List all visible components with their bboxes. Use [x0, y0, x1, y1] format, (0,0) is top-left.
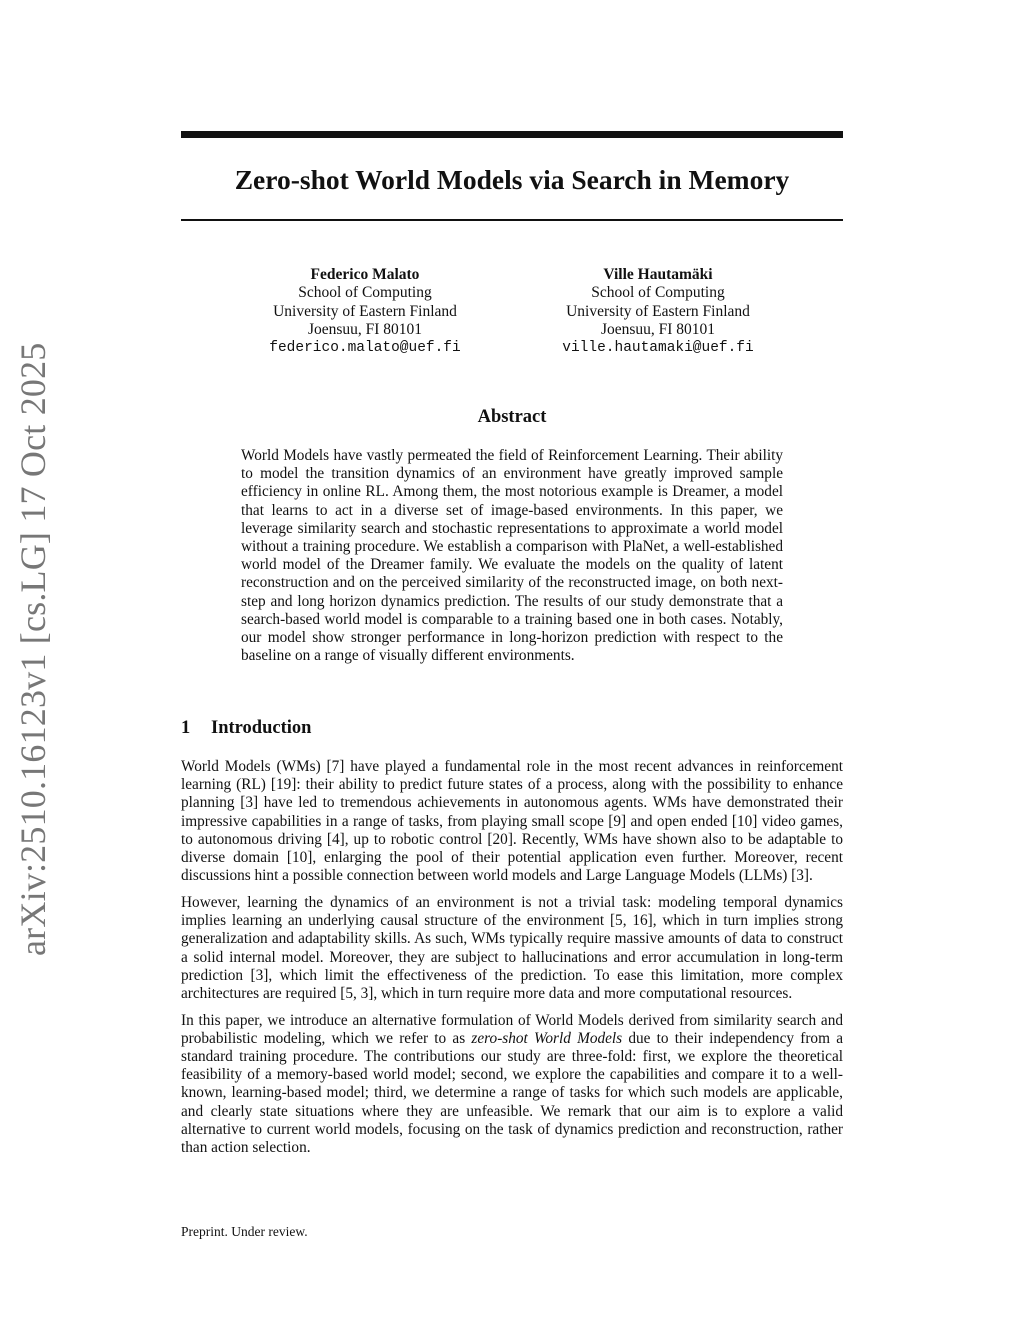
- introduction-body: [181, 758, 843, 1166]
- author-block-2: [508, 266, 808, 357]
- paragraph-3-start: In this paper, we introduce an alternative formulation of World Models derived from similarity search and probabilistic modeling, which we refer to as: [181, 1011, 843, 1047]
- author-department: School of Computing: [591, 284, 725, 302]
- paragraph-3-end: due to their independency from a standard training procedure. The contributions our study are three-fold: first, we explore the theoretical feasibility of a memory-based world model; second, we explore the capabilities and compare it to a well-known, learning-based model; third, we determine a range of tasks for which such models are applicable, and clearly state situations where they are unfeasible. We remark that our aim is to explore a valid alternative to current world models, focusing on the task of dynamics prediction and reconstruction, rather than action selection.: [181, 1029, 843, 1157]
- paragraph-1: World Models (WMs) [7] have played a fundamental role in the most recent advances in reinforcement learning (RL) [19]: their ability to predict future states of a process, along with the possibility to enhance planning [3] have led to tremendous achievements in autonomous agents. WMs have demonstrated their impressive capabilities in a range of tasks, from playing small scope [9] and open ended [10] video games, to autonomous driving [4], up to robotic control [20]. Recently, WMs have shown also to be adaptable to diverse domain [10], enlarging the pool of their potential application even further. Moreover, recent discussions hint a possible connection between world models and Large Language Models (LLMs) [3].: [181, 758, 843, 885]
- author-department: School of Computing: [298, 284, 432, 302]
- author-location: Joensuu, FI 80101: [600, 320, 716, 338]
- section-heading-introduction: [181, 716, 843, 740]
- abstract-heading: Abstract: [477, 407, 547, 427]
- paragraph-3: [181, 1012, 843, 1158]
- author-name: Ville Hautamäki: [603, 266, 713, 283]
- author-location: Joensuu, FI 80101: [307, 320, 423, 338]
- title-bottom-rule: [181, 219, 843, 221]
- arxiv-identifier-stamp[interactable]: arXiv:2510.16123v1 [cs.LG] 17 Oct 2025: [13, 342, 53, 956]
- author-email[interactable]: federico.malato@uef.fi: [269, 340, 461, 357]
- author-university: University of Eastern Finland: [273, 302, 457, 320]
- paragraph-2: However, learning the dynamics of an environment is not a trivial task: modeling temporal dynamics implies learning an underlying causal structure of the environment [5, 16], which in turn implies strong generalization and adaptability skills. As such, WMs typically require massive amounts of data to construct a solid internal model. Moreover, they are subject to hallucinations and error accumulation in long-term prediction [3], which limit the effectiveness of the prediction. To ease this limitation, more complex architectures are required [5, 3], which in turn require more data and more computational resources.: [181, 893, 843, 1002]
- paper-title: Zero-shot World Models via Search in Memory: [234, 164, 790, 195]
- title-top-rule: [181, 131, 843, 138]
- section-number: 1: [181, 718, 191, 738]
- preprint-footer: Preprint. Under review.: [181, 1224, 308, 1239]
- section-title: Introduction: [211, 718, 312, 738]
- author-university: University of Eastern Finland: [566, 302, 750, 320]
- paragraph-3-emphasis: zero-shot World Models: [471, 1029, 623, 1047]
- author-name: Federico Malato: [310, 266, 420, 283]
- abstract-text: World Models have vastly permeated the field of Reinforcement Learning. Their ability to model the transition dynamics of an environment have greatly improved sample efficiency in online RL. Among them, the most notorious example is Dreamer, a model that learns to act in a diverse set of image-based environments. In this paper, we leverage similarity search and stochastic representations to approximate a world model without a training procedure. We establish a comparison with PlaNet, a well-established world model of the Dreamer family. We evaluate the models on the quality of latent reconstruction and on the perceived similarity of the reconstructed image, on both next-step and long horizon dynamics prediction. The results of our study demonstrate that a search-based world model is comparable to a training based one in both cases. Notably, our model show stronger performance in long-horizon prediction with respect to the baseline on a range of visually different environments.: [241, 447, 783, 665]
- author-email[interactable]: ville.hautamaki@uef.fi: [562, 340, 754, 357]
- author-block-1: [215, 266, 515, 357]
